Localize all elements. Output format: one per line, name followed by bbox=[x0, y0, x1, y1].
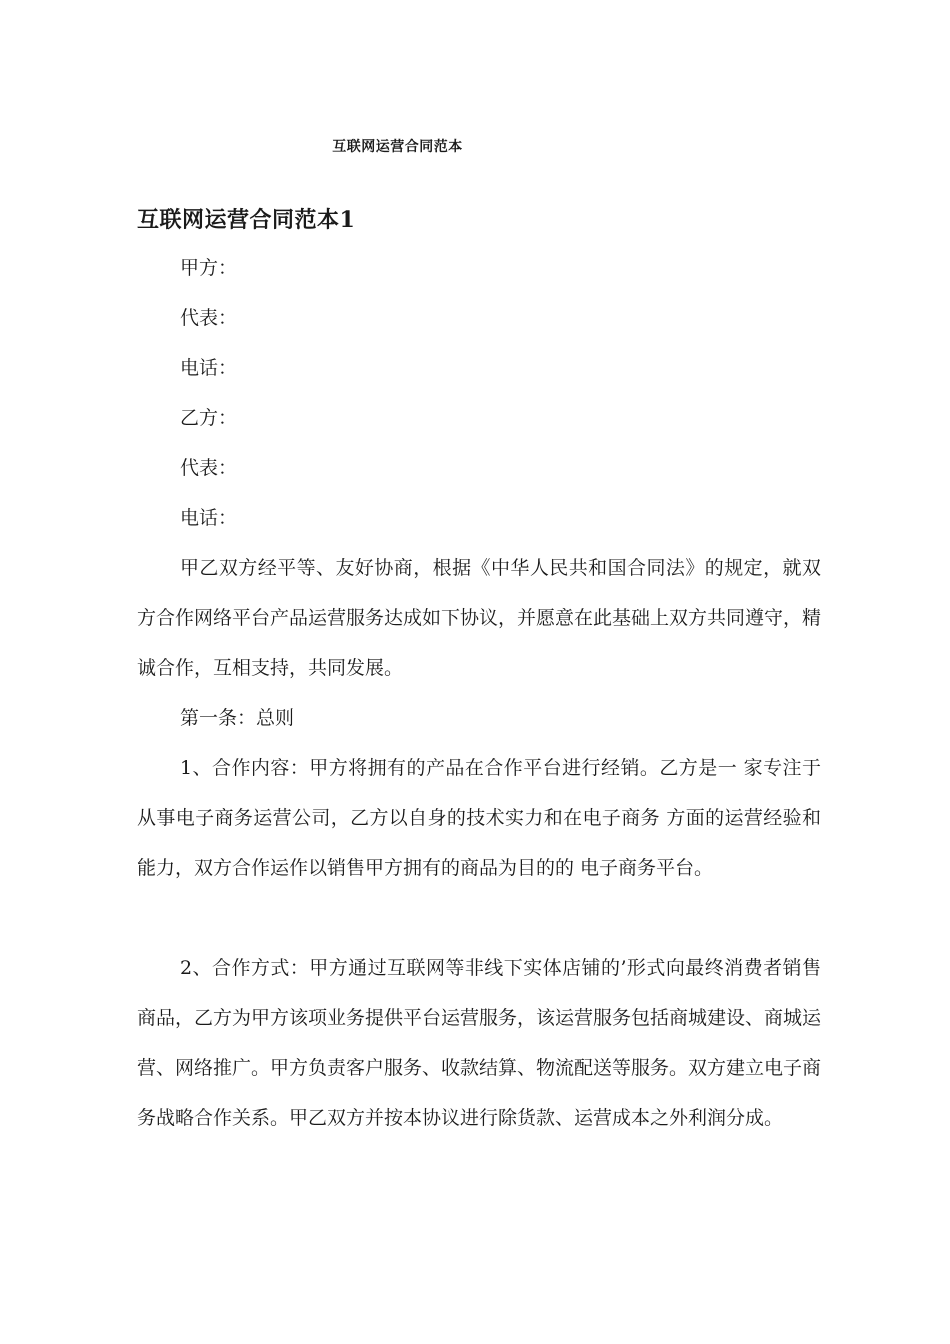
field-party-a-phone: 电话： bbox=[180, 357, 238, 379]
document-heading: 互联网运营合同范本1 bbox=[137, 207, 356, 233]
field-party-a-representative: 代表： bbox=[180, 307, 238, 329]
article-1-item-1: 1、合作内容：甲方将拥有的产品在合作平台进行经销。乙方是一 家专注于从事电子商务运营公司，乙方以自身的技术实力和在电子商务 方面的运营经验和能力，双方合作运作以销售甲方拥有的商品为目的的 电子商务平台。 bbox=[137, 757, 821, 879]
field-party-a: 甲方： bbox=[180, 257, 238, 279]
article-1-item-2: 2、合作方式：甲方通过互联网等非线下实体店铺的’形式向最终消费者销售商品，乙方为甲方该项业务提供平台运营服务，该运营服务包括商城建设、商城运营、网络推广。甲方负责客户服务、收款结算、物流配送等服务。双方建立电子商务战略合作关系。甲乙双方并按本协议进行除货款、运营成本之外利润分成。 bbox=[137, 957, 822, 1129]
field-party-b-phone: 电话： bbox=[180, 507, 238, 529]
party-fields bbox=[180, 253, 237, 553]
field-party-b-representative: 代表： bbox=[180, 457, 238, 479]
field-party-b: 乙方： bbox=[180, 407, 238, 429]
article-1-title: 第一条：总则 bbox=[180, 707, 295, 729]
page-header-title: 互联网运营合同范本 bbox=[332, 139, 463, 155]
intro-paragraph: 甲乙双方经平等、友好协商，根据《中华人民共和国合同法》的规定，就双方合作网络平台产品运营服务达成如下协议，并愿意在此基础上双方共同遵守，精诚合作，互相支持，共同发展。 bbox=[137, 557, 822, 679]
